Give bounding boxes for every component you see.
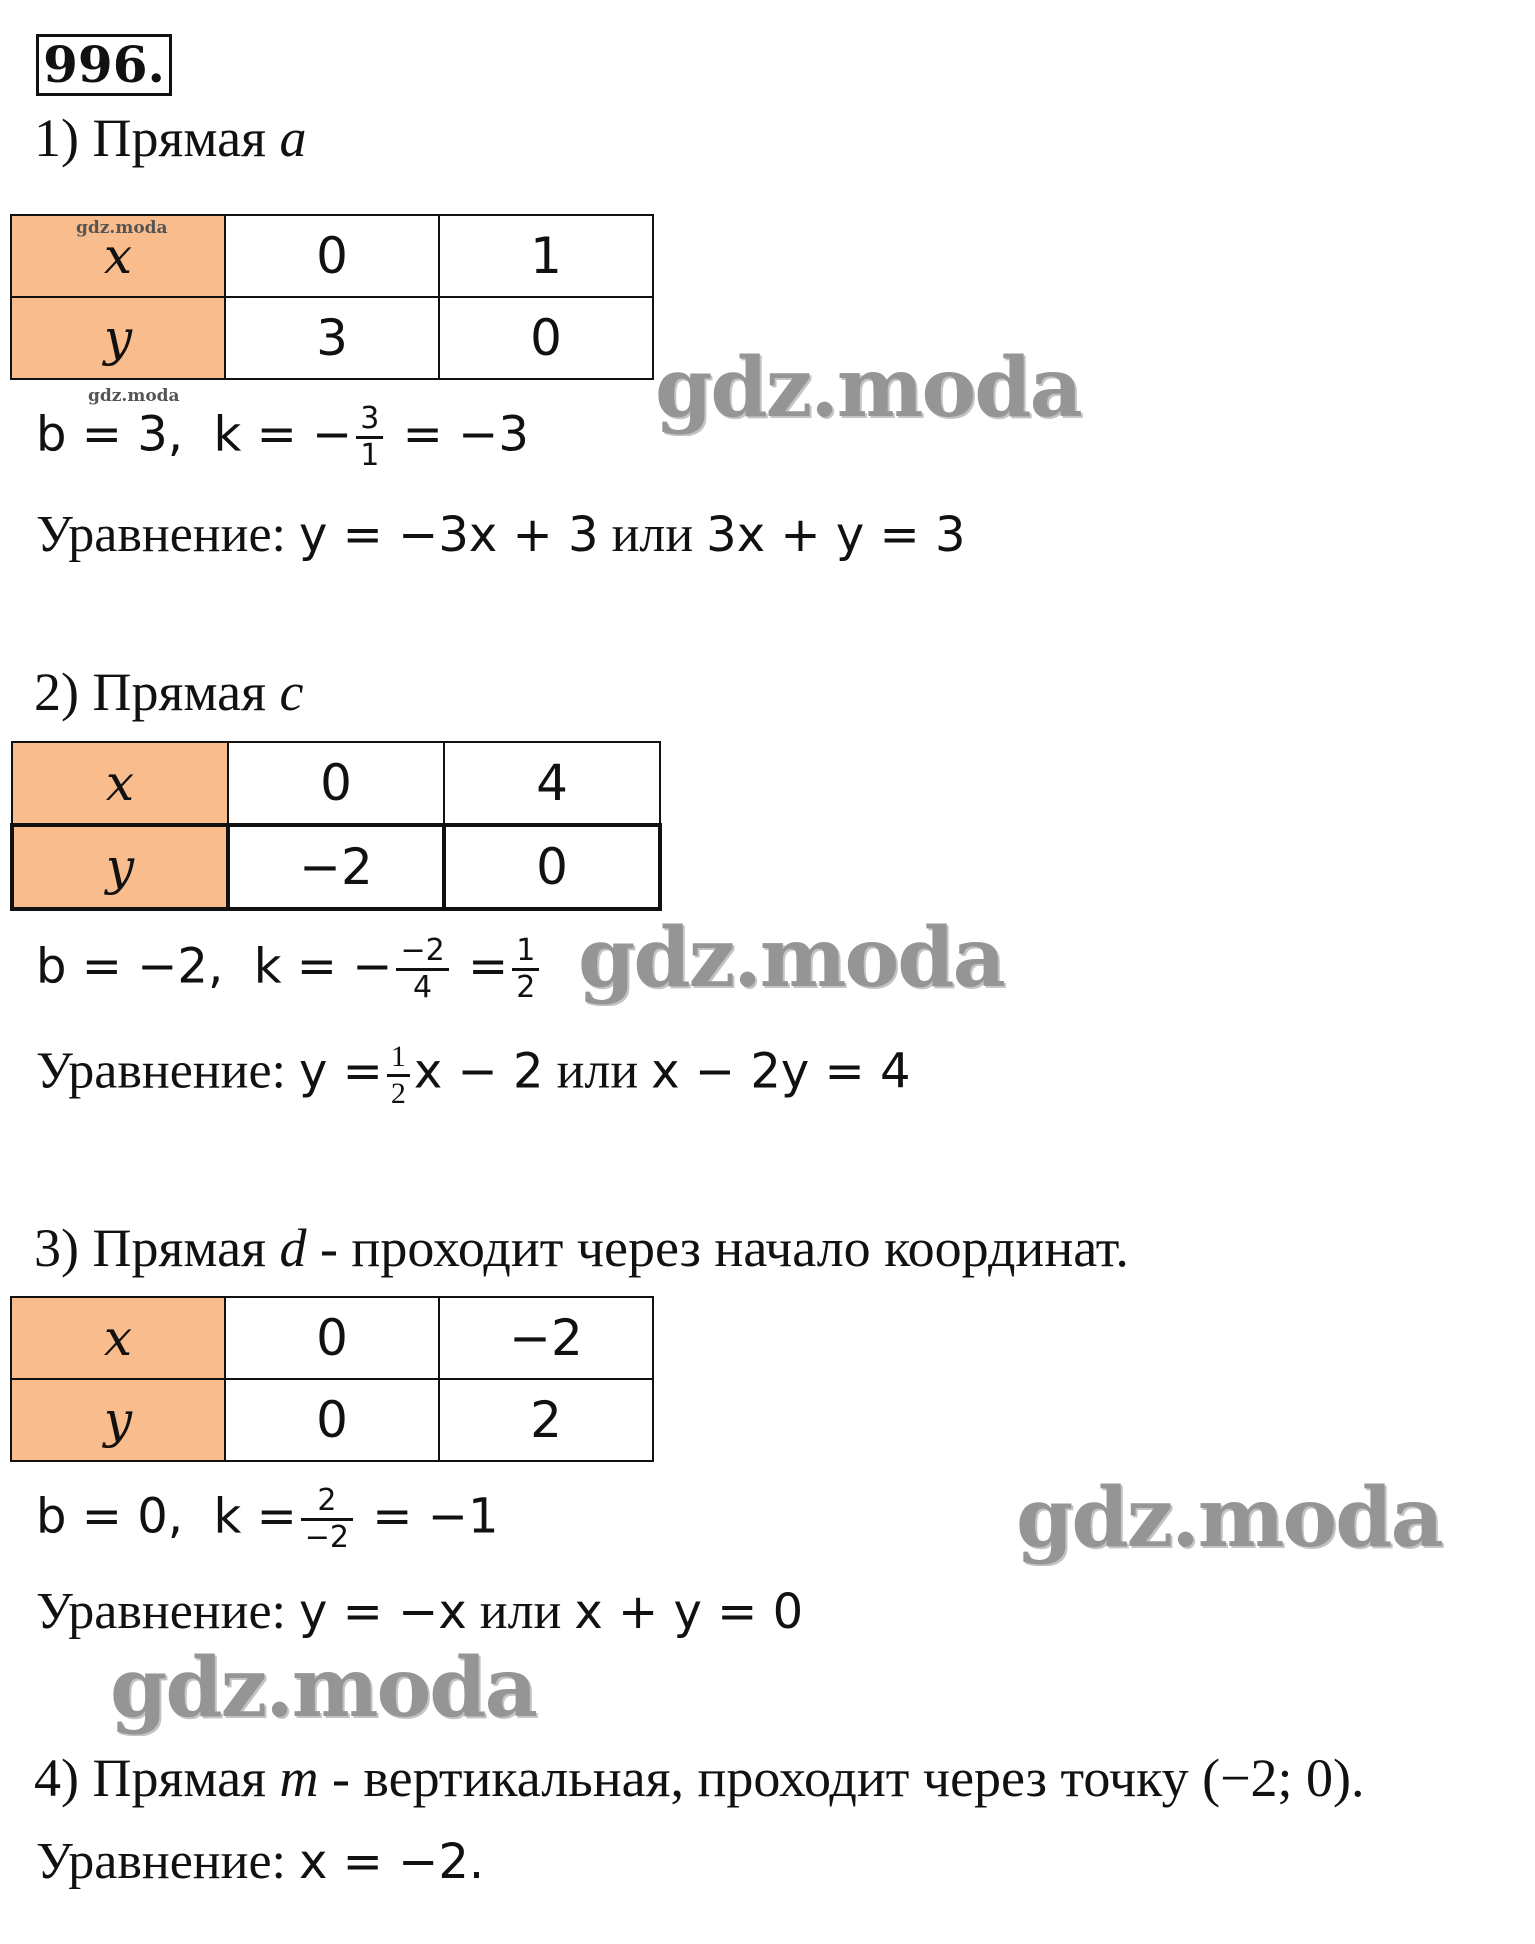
fraction-numerator: 3 (356, 402, 383, 439)
k-label: k = (213, 1488, 297, 1545)
b-value: b = −2, (36, 938, 224, 995)
part-4-equation (36, 1832, 484, 1892)
table-cell: 0 (225, 1379, 439, 1461)
x-label-cell: x (12, 742, 228, 825)
problem-number: 996. (36, 34, 172, 96)
fraction-numerator: 1 (512, 934, 539, 971)
table-cell: 0 (439, 297, 653, 379)
watermark: gdz.moda (1016, 1470, 1442, 1566)
part-3-calc (36, 1484, 499, 1555)
equation-fraction (387, 1040, 410, 1111)
watermark: gdz.moda (578, 910, 1004, 1006)
k-result: = −1 (372, 1488, 499, 1545)
table-cell: 3 (225, 297, 439, 379)
part-3-heading (34, 1218, 1129, 1278)
part-2-value-table (10, 741, 662, 911)
part-2-line-name: c (279, 662, 304, 722)
y-label-cell: y (11, 1379, 225, 1461)
part-2-heading (34, 662, 303, 722)
part-3-heading-text: 3) Прямая (34, 1218, 280, 1278)
k-result: = −3 (402, 406, 529, 463)
watermark: gdz.moda (655, 340, 1081, 436)
equation-1: x = −2. (298, 1834, 485, 1890)
part-2-equation (36, 1040, 911, 1111)
equation-label: Уравнение: (36, 506, 299, 563)
part-3-line-name: d (279, 1218, 307, 1278)
part-1-line-name: a (279, 108, 307, 168)
equation-1-lhs: y = (298, 1043, 383, 1100)
fraction-denominator: 4 (413, 970, 433, 1005)
table-cell: −2 (228, 825, 444, 909)
equation-label: Уравнение: (36, 1583, 299, 1640)
equation-1: y = −x (298, 1584, 467, 1640)
fraction-numerator: 2 (301, 1484, 353, 1521)
watermark: gdz.moda (110, 1640, 536, 1736)
k-result-fraction (512, 934, 539, 1005)
equation-1-rhs: x − 2 (413, 1043, 544, 1100)
part-4-line-name: m (279, 1748, 319, 1808)
part-3-value-table (10, 1296, 654, 1462)
part-4-heading-tail: - вертикальная, проходит через точку (−2; 0). (318, 1748, 1365, 1808)
table-cell: 0 (444, 825, 660, 909)
part-2-heading-text: 2) Прямая (34, 662, 280, 722)
connector: или (543, 1042, 652, 1100)
fraction-numerator: 1 (387, 1040, 410, 1077)
equation-2: 3x + y = 3 (706, 507, 966, 563)
watermark-small: gdz.moda (76, 218, 168, 238)
part-1-calc (36, 402, 529, 473)
y-label-cell: y (11, 297, 225, 379)
k-fraction (356, 402, 383, 473)
connector: или (466, 1583, 575, 1640)
k-equals: = (467, 938, 509, 995)
part-1-equation (36, 505, 966, 565)
part-1-heading-text: 1) Прямая (34, 108, 280, 168)
table-cell: 4 (444, 742, 660, 825)
part-3-heading-tail: - проходит через начало координат. (306, 1218, 1129, 1278)
part-2-calc (36, 934, 543, 1005)
b-value: b = 0, (36, 1488, 183, 1545)
part-3-equation (36, 1582, 803, 1642)
equation-2: x + y = 0 (574, 1584, 804, 1640)
k-label: k = − (213, 406, 353, 463)
x-label-cell: x (11, 1297, 225, 1379)
table-cell: 1 (439, 215, 653, 297)
table-cell: 0 (228, 742, 444, 825)
connector: или (598, 506, 707, 563)
table-cell: −2 (439, 1297, 653, 1379)
fraction-denominator: 1 (360, 438, 380, 473)
part-1-heading (34, 108, 306, 168)
equation-1: y = −3x + 3 (298, 507, 599, 563)
table-cell: 2 (439, 1379, 653, 1461)
equation-label: Уравнение: (36, 1042, 299, 1100)
part-1-value-table (10, 214, 654, 380)
k-label: k = − (253, 938, 393, 995)
fraction-denominator: 2 (390, 1077, 406, 1110)
fraction-denominator: −2 (304, 1520, 350, 1555)
x-label-cell: x (11, 215, 225, 297)
equation-label: Уравнение: (36, 1833, 299, 1890)
equation-2: x − 2y = 4 (651, 1043, 911, 1100)
fraction-numerator: −2 (396, 934, 448, 971)
watermark-small: gdz.moda (88, 386, 180, 406)
k-fraction (396, 934, 448, 1005)
part-4-heading (34, 1748, 1365, 1808)
k-fraction (301, 1484, 353, 1555)
y-label-cell: y (12, 825, 228, 909)
part-4-heading-text: 4) Прямая (34, 1748, 280, 1808)
table-cell: 0 (225, 1297, 439, 1379)
table-cell: 0 (225, 215, 439, 297)
b-value: b = 3, (36, 406, 183, 463)
fraction-denominator: 2 (516, 970, 536, 1005)
